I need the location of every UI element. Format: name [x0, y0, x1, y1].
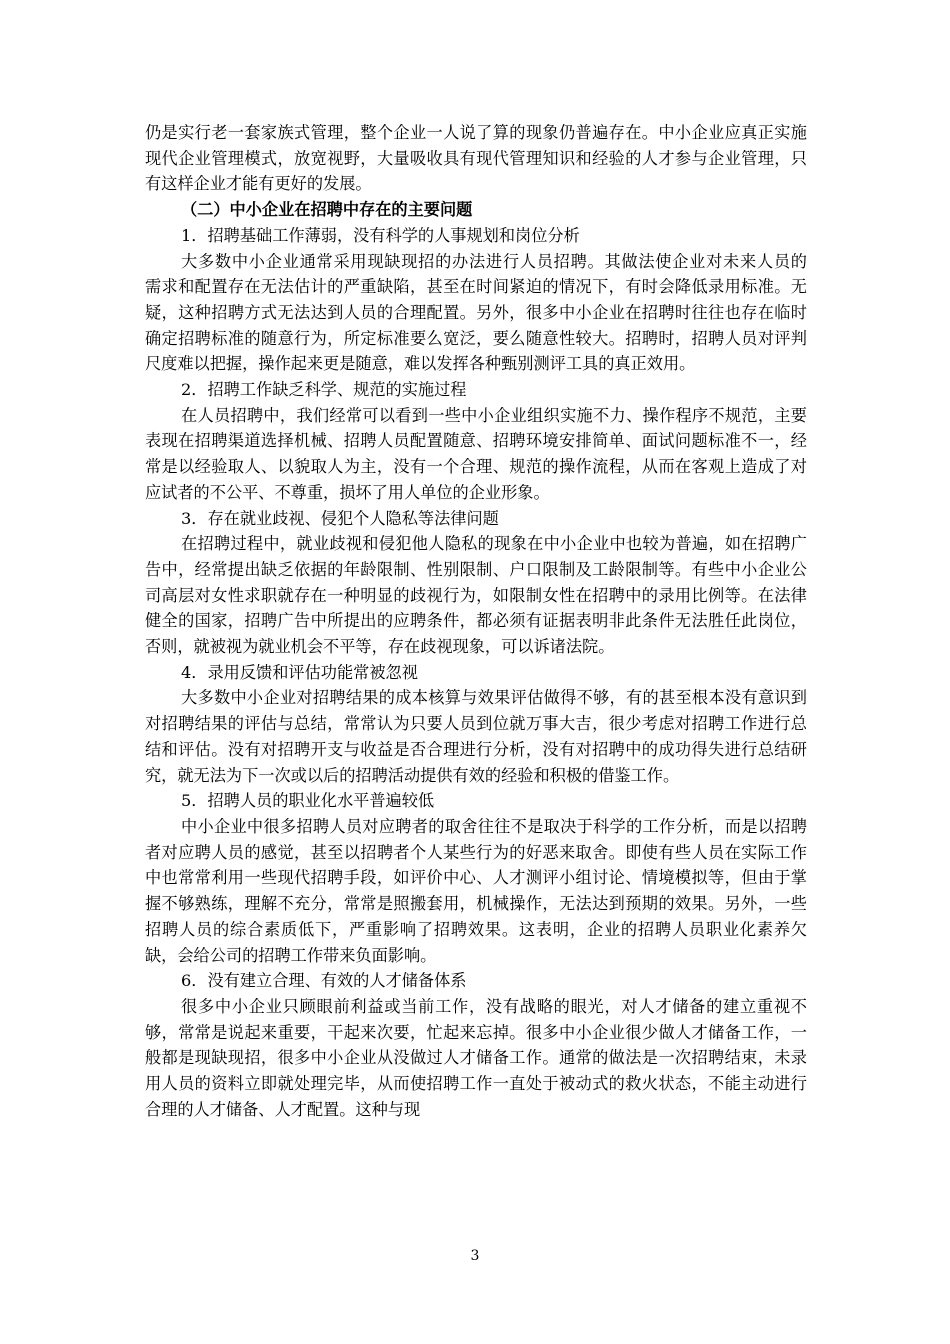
paragraph-5: 大多数中小企业对招聘结果的成本核算与效果评估做得不够，有的甚至根本没有意识到对招聘结果的评估与总结，常常认为只要人员到位就万事大吉，很少考虑对招聘工作进行总结和评估。没有对招聘开支与收益是否合理进行分析，没有对招聘中的成功得失进行总结研究，就无法为下一次或以后的招聘活动提供有效的经验和积极的借鉴工作。 — [145, 688, 807, 785]
section-heading: （二）中小企业在招聘中存在的主要问题 — [181, 200, 473, 220]
page-number: 3 — [470, 1248, 480, 1264]
paragraph-2: 大多数中小企业通常采用现缺现招的办法进行人员招聘。其做法使企业对未来人员的 需求和配置存在无法估计的严重缺陷，甚至在时间紧迫的情况下，有时会降低录用标准。无疑，这种招聘方式无法达到人员的合理配置。另外，很多中小企业在招聘时往往也存在临时确定招聘标准的随意行为，所定标准要么宽泛，要么随意性较大。招聘时，招聘人员对评判尺度难以把握，操作起来更是随意，难以发挥各种甄别测评工具的真正效用。 — [145, 251, 824, 374]
subheading-6: 6．没有建立合理、有效的人才储备体系 — [181, 971, 467, 991]
paragraph-4: 在招聘过程中，就业歧视和侵犯他人隐私的现象在中小企业中也较为普遍，如在招聘广告中，经常提出缺乏依据的年龄限制、性别限制、户口限制及工龄限制等。有些中小企业公司高层对女性求职就存在一种明显的歧视行为，如限制女性在招聘中的录用比例等。在法律健全的国家，招聘广告中所提出的应聘条件，都必须有证据表明非此条件无法胜任此岗位，否则，就被视为就业机会不平等，存在歧视现象，可以诉诸法院。 — [145, 534, 807, 657]
paragraph-7: 很多中小企业只顾眼前利益或当前工作，没有战略的眼光，对人才储备的建立重视不够，常常是说起来重要，干起来次要，忙起来忘掉。很多中小企业很少做人才储备工作，一般都是现缺现招，很多中小企业从没做过人才储备工作。通常的做法是一次招聘结束，未录用人员的资料立即就处理完毕，从而使招聘工作一直处于被动式的救火状态，不能主动进行合理的人才储备、人才配置。这种与现 — [145, 996, 807, 1119]
subheading-2: 2．招聘工作缺乏科学、规范的实施过程 — [181, 380, 467, 400]
subheading-5: 5．招聘人员的职业化水平普遍较低 — [181, 791, 435, 811]
paragraph-6: 中小企业中很多招聘人员对应聘者的取舍往往不是取决于科学的工作分析，而是以招聘者对应聘人员的感觉，甚至以招聘者个人某些行为的好恶来取舍。即使有些人员在实际工作中也常常利用一些现代招聘手段，如评价中心、人才测评小组讨论、情境模拟等，但由于掌握不够熟练，理解不充分，常常是照搬套用，机械操作，无法达到预期的效果。另外，一些招聘人员的综合素质低下，严重影响了招聘效果。这表明，企业的招聘人员职业化素养欠缺，会给公司的招聘工作带来负面影响。 — [145, 816, 807, 965]
document-body — [145, 120, 824, 1122]
paragraph-1: 仍是实行老一套家族式管理，整个企业一人说了算的现象仍普遍存在。中小企业应真正实施现代企业管理模式，放宽视野，大量吸收具有现代管理知识和经验的人才参与企业管理，只有这样企业才能有更好的发展。 — [145, 123, 807, 194]
subheading-1: 1．招聘基础工作薄弱，没有科学的人事规划和岗位分析 — [181, 225, 580, 245]
subheading-3: 3．存在就业歧视、侵犯个人隐私等法律问题 — [181, 508, 499, 528]
subheading-4: 4．录用反馈和评估功能常被忽视 — [181, 662, 418, 682]
paragraph-3: 在人员招聘中，我们经常可以看到一些中小企业组织实施不力、操作程序不规范，主要表现在招聘渠道选择机械、招聘人员配置随意、招聘环境安排简单、面试问题标准不一，经常是以经验取人、以貌取人为主，没有一个合理、规范的操作流程，从而在客观上造成了对应试者的不公平、不尊重，损坏了用人单位的企业形象。 — [145, 405, 807, 502]
